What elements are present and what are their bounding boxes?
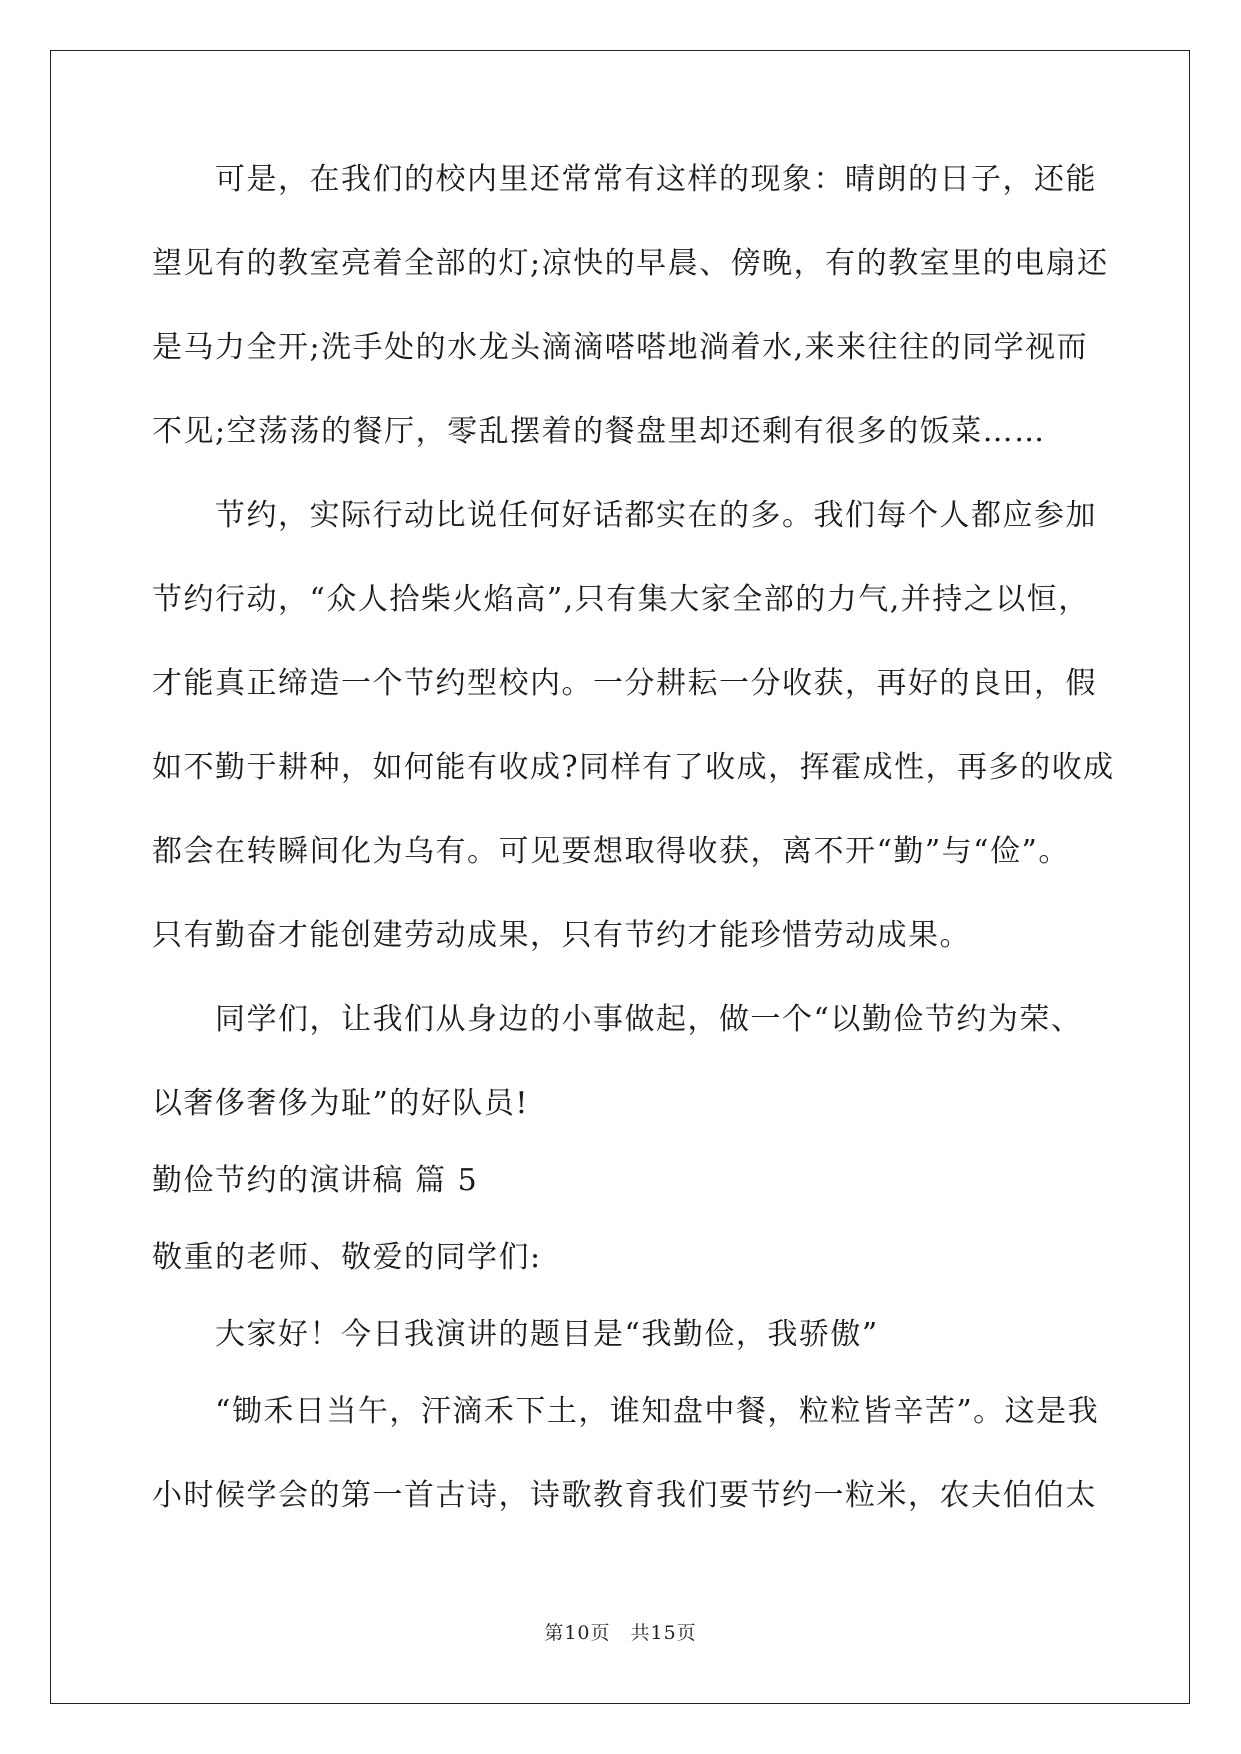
paragraph-line: 可是，在我们的校内里还常常有这样的现象：晴朗的日子，还能 <box>152 162 1097 197</box>
paragraph-line: 都会在转瞬间化为乌有。可见要想取得收获，离不开“勤”与“俭”。 <box>152 834 1070 869</box>
paragraph-line: “锄禾日当午，汗滴禾下土，谁知盘中餐，粒粒皆辛苦”。这是我 <box>152 1394 1100 1429</box>
page-border <box>50 50 1190 1704</box>
paragraph-line: 节约，实际行动比说任何好话都实在的多。我们每个人都应参加 <box>152 498 1097 533</box>
page-number: 第10页 共15页 <box>544 1622 697 1644</box>
section-heading: 勤俭节约的演讲稿 篇 5 <box>152 1163 479 1198</box>
paragraph-line: 小时候学会的第一首古诗，诗歌教育我们要节约一粒米，农夫伯伯太 <box>152 1478 1097 1513</box>
paragraph-line: 只有勤奋才能创建劳动成果，只有节约才能珍惜劳动成果。 <box>152 918 971 953</box>
paragraph-line: 节约行动，“众人拾柴火焰高”,只有集大家全部的力气,并持之以恒， <box>152 582 1090 617</box>
paragraph-line: 大家好！今日我演讲的题目是“我勤俭，我骄傲” <box>152 1317 879 1352</box>
paragraph-line: 如不勤于耕种，如何能有收成?同样有了收成，挥霍成性，再多的收成 <box>152 750 1115 785</box>
paragraph-line: 以奢侈奢侈为耻”的好队员! <box>152 1086 529 1121</box>
salutation-line: 敬重的老师、敬爱的同学们: <box>152 1240 542 1275</box>
paragraph-line: 不见;空荡荡的餐厅，零乱摆着的餐盘里却还剩有很多的饭菜…… <box>152 414 1046 449</box>
paragraph-line: 是马力全开;洗手处的水龙头滴滴嗒嗒地淌着水,来来往往的同学视而 <box>152 330 1089 365</box>
paragraph-line: 望见有的教室亮着全部的灯;凉快的早晨、傍晚，有的教室里的电扇还 <box>152 246 1109 281</box>
paragraph-line: 同学们，让我们从身边的小事做起，做一个“以勤俭节约为荣、 <box>152 1002 1083 1037</box>
paragraph-line: 才能真正缔造一个节约型校内。一分耕耘一分收获，再好的良田，假 <box>152 666 1097 701</box>
